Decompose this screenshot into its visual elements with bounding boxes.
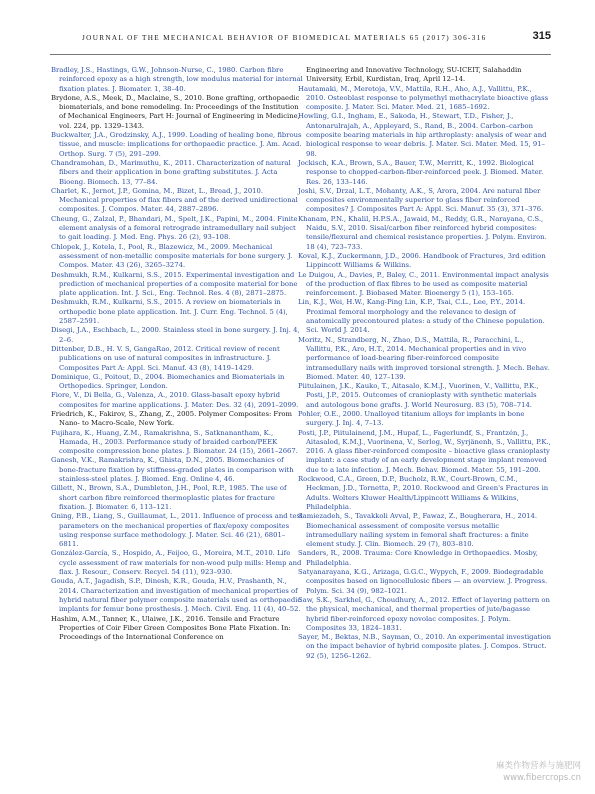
reference-entry: Friedrich, K., Fakirov, S., Zhang, Z., 2005. Polymer Composites: From Nano- to Macro-Scale, New York. <box>51 409 292 428</box>
reference-entry[interactable]: Chandramohan, D., Marimuthu, K., 2011. Characterization of natural fibers and their application in bone grafting substitutes. J. Acta Bioeng. Biomech. 13, 77–84. <box>51 158 291 186</box>
reference-entry[interactable]: Disegi, J.A., Eschbach, L., 2000. Stainless steel in bone surgery. J. Inj. 4, 2–6. <box>51 326 300 344</box>
reference-entry[interactable]: Rockwood, C.A., Green, D.P., Bucholz, R.W., Court-Brown, C.M., Heckman, J.D., Tornetta, P., 2010. Rockwood and Green's Fractures in Adults. Wolters Kluwer Health/Lippincott Williams & Wilkins, Philadelphia. <box>298 475 549 511</box>
reference-entry[interactable]: Lin, K.J., Wei, H.W., Kang-Ping Lin, K.P., Tsai, C.L., Lee, P.Y., 2014. Proximal femoral morphology and the relevance to design of anatomically precontoured plates: a study of the Chinese population. Sci. World J. 2014. <box>298 298 545 335</box>
reference-entry[interactable]: Cheung, G., Zalzal, P., Bhandari, M., Spelt, J.K., Papini, M., 2004. Finite element analysis of a femoral retrograde intramedullary nail subject to gait loading. J. Med. Eng. Phys. 26 (2), 93–108. <box>51 214 298 242</box>
reference-entry[interactable]: Samiezadeh, S., Tavakkoli Avval, P., Fawaz, Z., Bougherara, H., 2014. Biomechanical assessment of composite versus metallic intramedullary nailing system in femoral shaft fractures: a finite element study. J. Clin. Biomech. 29 (7), 803–810. <box>298 512 537 549</box>
running-header <box>0 32 595 48</box>
reference-entry[interactable]: Buckwalter, J.A., Grodzinsky, A.J., 1999. Loading of healing bone, fibrous tissue, and muscle: implications for orthopaedic practice. J. Am. Acad. Orthop. Surg. 7 (5), 291–299. <box>51 131 302 158</box>
references-column-right <box>298 66 551 661</box>
reference-entry[interactable]: Sayer, M., Bektas, N.B., Sayman, O., 2010. An experimental investigation on the impact behavior of hybrid composite plates. J. Compos. Struct. 92 (5), 1256–1262. <box>298 633 551 660</box>
watermark-line-1: 麻类作物营养与施肥网 <box>495 761 581 771</box>
reference-entry[interactable]: Gning, P.B., Liang, S., Guillaumat, L., 2011. Influence of process and test parameters on the mechanical properties of flax/epoxy composites using response surface methodology. J. Mater. Sci. 46 (21), 6801–6811. <box>51 512 303 549</box>
reference-entry[interactable]: Khanam, P.N., Khalil, H.P.S.A., Jawaid, M., Reddy, G.R., Narayana, C.S., Naidu, S.V., 2010. Sisal/carbon fiber reinforced hybrid composites: tensile/flexural and chemical resistance properties. J. Polym. Environ. 18 (4), 723–733. <box>298 214 547 251</box>
reference-entry[interactable]: Chlopek, J., Kotela, I., Pool, R., Blazewicz, M., 2009. Mechanical assessment of non-metallic composite materials for bone surgery. J. Compos. Mater. 43 (26), 3265–3274. <box>51 242 293 270</box>
reference-entry[interactable]: Deshmukh, R.M., Kulkarni, S.S., 2015. Experimental investigation and prediction of mechanical properties of a composite material for bone plate application. Int. J. Sci., Eng. Technol. Res. 4 (8), 2871–2875. <box>51 270 298 298</box>
reference-entry[interactable]: Charlet, K., Jernot, J.P., Gomina, M., Bizet, L., Bread, J., 2010. Mechanical properties of flax fibers and of the derived unidirectional composites. J. Compos. Mater. 44, 2887–2896. <box>51 186 298 214</box>
reference-entry[interactable]: Gillett, N., Brown, S.A., Dumbleton, J.H., Pool, R.P., 1985. The use of short carbon fibre reinforced thermoplastic plates for fracture fixation. J. Biomater. 6, 113–121. <box>51 484 287 511</box>
reference-entry[interactable]: Howling, G.I., Ingham, E., Sakoda, H., Stewart, T.D., Fisher, J., Antonarulrajah, A., Appleyard, S., Rand, B., 2004. Carbon–carbon composite bearing materials in hip arthroplasty: analysis of wear and biological response to wear debris. J. Mater. Sci. Mater. Med. 15, 91–98. <box>298 112 547 158</box>
watermark <box>461 760 581 784</box>
reference-entry[interactable]: Dominique, G., Poitout, D., 2004. Biomechanics and Biomaterials in Orthopedics. Springer, London. <box>51 372 285 391</box>
reference-entry[interactable]: Pohler, O.E., 2000. Unalloyed titanium alloys for implants in bone surgery. J. Inj. 4, 7–13. <box>298 409 525 428</box>
reference-entry: Brydone, A.S., Meek, D., Maclaine, S., 2010. Bone grafting, orthopaedic biomaterials, and bone remodeling. In: Proceedings of the Institution of Mechanical Engineers, Part H: Journal of Engineering in Medicine, vol. 224, pp. 1329–1343. <box>51 93 300 130</box>
reference-entry[interactable]: Posti, J.P., Piitulainend, J.M., Hupaf, L., Fagerlundf, S., Frantzén, J., Aitasalod, K.M.J., Vuorinena, V., Serlog, W., Syrjänenh, S., Vallittu, P.K., 2016. A glass fiber-reinforced composite – bioactive glass cranioplasty implant: a case study of an early development stage implant removed due to a late infection. J. Mech. Behav. Biomed. Mater. 55, 191–200. <box>298 428 551 474</box>
reference-entry[interactable]: Fujihara, K., Huang, Z.M., Ramakrishna, S., Satknanantham, K., Hamada, H., 2003. Performance study of braided carbon/PEEK composite compression bone plates. J. Biomater. 24 (15), 2661–2667. <box>51 428 298 456</box>
reference-entry[interactable]: Saw, S.K., Sarkhel, G., Choudhury, A., 2012. Effect of layering pattern on the physical, mechanical, and thermal properties of jute/bagasse hybrid fiber-reinforced epoxy novolac composites. J. Polym. Composites 33, 1824–1831. <box>298 595 550 632</box>
reference-entry[interactable]: Hautamaki, M., Meretoja, V.V., Mattila, R.H., Aho, A.J., Vallittu, P.K., 2010. Osteoblast response to polymethyl methacrylate bioactive glass composite. J. Mater. Sci. Mater. Med. 21, 1685–1692. <box>298 84 549 112</box>
reference-entry[interactable]: Joshi, S.V., Drzal, L.T., Mohanty, A.K., S, Arora, 2004. Are natural fiber composites environmentally superior to glass fiber reinforced composites? J. Composites Part A: Appl. Sci. Manuf. 35 (3), 371–376. <box>298 186 544 214</box>
reference-entry[interactable]: Dittenber, D.B., H. V. S, GangaRao, 2012. Critical review of recent publications on use of natural composites in infrastructure. J. Composites Part A: Appl. Sci. Manuf. 43 (8), 1419–1429. <box>51 344 280 372</box>
reference-entry[interactable]: Bradley, J.S., Hastings, G.W., Johnson-Nurse, C., 1980. Carbon fibre reinforced epoxy as a high strength, low modulus material for internal fixation plates. J. Biomater. 1, 38–40. <box>51 66 303 93</box>
watermark-line-2: www.fibercrops.cn <box>503 773 581 783</box>
header-rule <box>50 54 551 55</box>
journal-title: JOURNAL OF THE MECHANICAL BEHAVIOR OF BIOMEDICAL MATERIALS 65 (2017) 306-316 <box>82 34 487 42</box>
reference-entry[interactable]: Ganesh, V.K., Ramakrishra, K., Ghista, D.N., 2005. Biomechanics of bone-fracture fixation by stiffness-graded plates in comparison with stainless-steel plates. J. Biomed. Eng. Online 4, 46. <box>51 456 294 484</box>
reference-entry[interactable]: Moritz, N., Strandberg, N., Zhao, D.S., Mattila, R., Paracchini, L., Vallittu, P.K., Aro, H.T., 2014. Mechanical properties and in vivo performance of load-bearing fiber-reinforced composite intramedullary nails with improved torsional strength. J. Mech. Behav. Biomed. Mater. 40, 127–139. <box>298 335 550 381</box>
reference-entry[interactable]: Koval, K.J., Zuckermann, J.D., 2006. Handbook of Fractures, 3rd edition Lippincott Williams & Wilkins. <box>298 251 546 270</box>
reference-entry[interactable]: Jockisch, K.A., Brown, S.A., Bauer, T.W., Merritt, K., 1992. Biological response to chopped-carbon-fiber-reinforced peek. J. Biomed. Mater. Res. 26, 133–146. <box>298 158 544 186</box>
reference-entry[interactable]: Sanders, R., 2008. Trauma: Core Knowledge in Orthopaedics. Mosby, Philadelphia. <box>298 549 538 567</box>
reference-entry[interactable]: Satyanarayana, K.G., Arizaga, G.G.C., Wypych, F., 2009. Biodegradable composites based on lignocellulosic fibers — an overview. J. Progress. Polym. Sci. 34 (9), 982–1021. <box>298 568 548 595</box>
reference-entry[interactable]: Piitulainen, J.K., Kauko, T., Aitasalo, K.M.J., Vuorinen, V., Vallittu, P.K., Posti, J.P., 2015. Outcomes of cranioplasty with synthetic materials and autologous bone grafts. J. World Neurosurg. 83 (5), 708–714. <box>298 382 539 409</box>
reference-entry[interactable]: Gouda, A.T., Jagadish, S.P., Dinesh, K.R., Gouda, H.V., Prashanth, N., 2014. Characterization and investigation of mechanical properties of hybrid natural fiber polymer composite materials used as orthopaedic implants for femur bone prosthesis. J. Mech. Civil. Eng. 11 (4), 40–52. <box>51 577 302 614</box>
reference-entry: Hashim, A.M., Tanner, K., Ulaiwe, J.K., 2016. Tensile and Fracture Properties of Coir Fiber Green Composites Bone Plate Fixation. In: Proceedings of the International Conference on <box>51 614 291 642</box>
references-column-left <box>51 66 304 642</box>
reference-entry[interactable]: Deshmukh, R.M., Kulkarni, S.S., 2015. A review on biomaterials in orthopedic bone plate application. Int. J. Curr. Eng. Technol. 5 (4), 2587–2591. <box>51 298 288 326</box>
reference-continuation: Engineering and Innovative Technology, SU-ICEIT, Salahaddin University, Erbil, Kurdistan, Iraq, April 12–14. <box>306 66 522 84</box>
reference-entry[interactable]: Le Duigou, A., Davies, P., Baley, C., 2011. Environmental impact analysis of the production of flax fibres to be used as composite material reinforcement. J. Biobased Mater. Bioenergy 5 (1), 153–165. <box>298 270 549 298</box>
page-number: 315 <box>532 30 551 42</box>
reference-entry[interactable]: González-García, S., Hospido, A., Feijoo, G., Moreira, M.T., 2010. Life cycle assessment of raw materials for non-wood pulp mills: Hemp and flax. J. Resour., Conserv. Recycl. 54 (11), 923–930. <box>51 549 302 577</box>
reference-entry[interactable]: Fiore, V., Di Bella, G., Valenza, A., 2010. Glass-basalt epoxy hybrid composites for marine applications. J. Mater. Des. 32 (4), 2091–2099. <box>51 391 299 409</box>
